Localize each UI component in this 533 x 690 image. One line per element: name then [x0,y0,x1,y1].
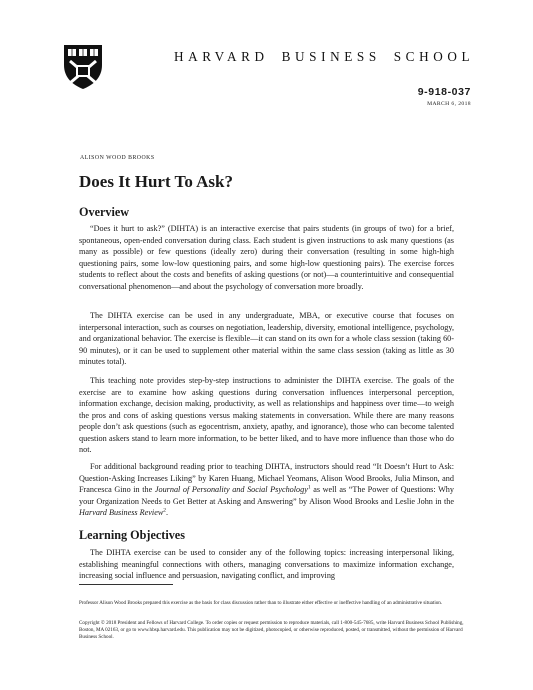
paragraph-text: as well as “The Power of Questions: Why your Organization Needs to Get Better at Asking and Answering” by Alison Wood Brooks and Leslie John in the [79,485,454,506]
footnote-ref-1[interactable]: 1 [307,484,311,491]
paragraph: The DIHTA exercise can be used in any undergraduate, MBA, or executive course that focuses on interpersonal interaction, such as courses on negotiation, leadership, diversity, emotional intelligence, psychology, and organizational behavior. The exercise is flexible—it can stand on its own for a whole class session (taking 60-90 minutes), or it can be used to supplement other material within the same class session (taking as little as 30 minutes total). [79,311,454,366]
wordmark-harvard: HARVARD [174,49,269,64]
paragraph: This teaching note provides step-by-step instructions to administer the DIHTA exercise. The goals of the exercise are to examine how asking questions during conversation influences interpersonal perception, information exchange, decision making, productivity, as well as relationships and happiness over time—to weigh the pros and cons of asking questions versus making statements in conversation. While there are many reasons people don’t ask questions (such as egocentrism, anxiety, apathy, and ignorance), those who can become talented question askers stand to learn more information, to be better liked, and to have more influence than those who do not. [79,376,454,454]
paragraph-text: . [166,508,169,517]
paragraph-background-reading [79,461,454,519]
magazine-title: Harvard Business Review [79,508,164,517]
harvard-shield-logo-icon [62,43,104,91]
footnote-ref-2[interactable]: 2 [163,507,167,514]
document-title: Does It Hurt To Ask? [79,172,233,191]
case-date: MARCH 6, 2018 [427,101,471,107]
section-heading-learning-objectives: Learning Objectives [79,528,185,542]
case-number: 9-918-037 [417,86,471,98]
wordmark-business: BUSINESS [281,49,381,64]
footer-preparation-note: Professor Alison Wood Brooks prepared this exercise as the basis for class discussion rather than to illustrate either effective or ineffective handling of an administrative situation. [79,600,443,606]
paragraph: The DIHTA exercise can be used to consider any of the following topics: increasing interpersonal liking, establishing meaningful connections with others, managing conversations to maximize information exchange, increasing social influence and persuasion, navigating conflict, and improving [79,548,454,580]
hbs-wordmark [174,49,474,65]
wordmark-school: SCHOOL [393,49,475,64]
journal-title: Journal of Personality and Social Psychology [154,485,308,494]
author-name: ALISON WOOD BROOKS [80,155,155,161]
footer-divider [79,584,173,585]
paragraph-text: For additional background reading prior to teaching DIHTA, instructors should read “It Doesn’t Hurt to Ask: Question-Asking Increases Liking” by Karen Huang, Michael Yeomans, Alison Wood Brooks, Julia Minson, and Francesca Gino in the [79,462,454,494]
section-heading-overview: Overview [79,205,130,219]
footer-copyright-note: Copyright © 2018 President and Fellows of Harvard College. To order copies or request permission to reproduce materials, call 1-800-545-7685, write Harvard Business School Publishing, Boston, MA 02163, or go to www.hbsp.harvard.edu. This publication may not be digitized, photocopied, or otherwise reproduced, posted, or transmitted, without the permission of Harvard Business School. [79,620,464,641]
paragraph: “Does it hurt to ask?” (DIHTA) is an interactive exercise that pairs students (in groups of two) for a brief, spontaneous, open-ended conversation during class. Each student is given instructions to ask many questions (as many as possible) or few questions (ideally zero) during their conversation (resulting in some high-high questioning pairs, some low-low questioning pairs, and some high-low questioning pairs). The exercise forces students to reflect about the costs and benefits of asking questions (or not)—a counterintuitive and consequential conversational phenomenon—and about the psychology of conversation more broadly. [79,224,454,291]
